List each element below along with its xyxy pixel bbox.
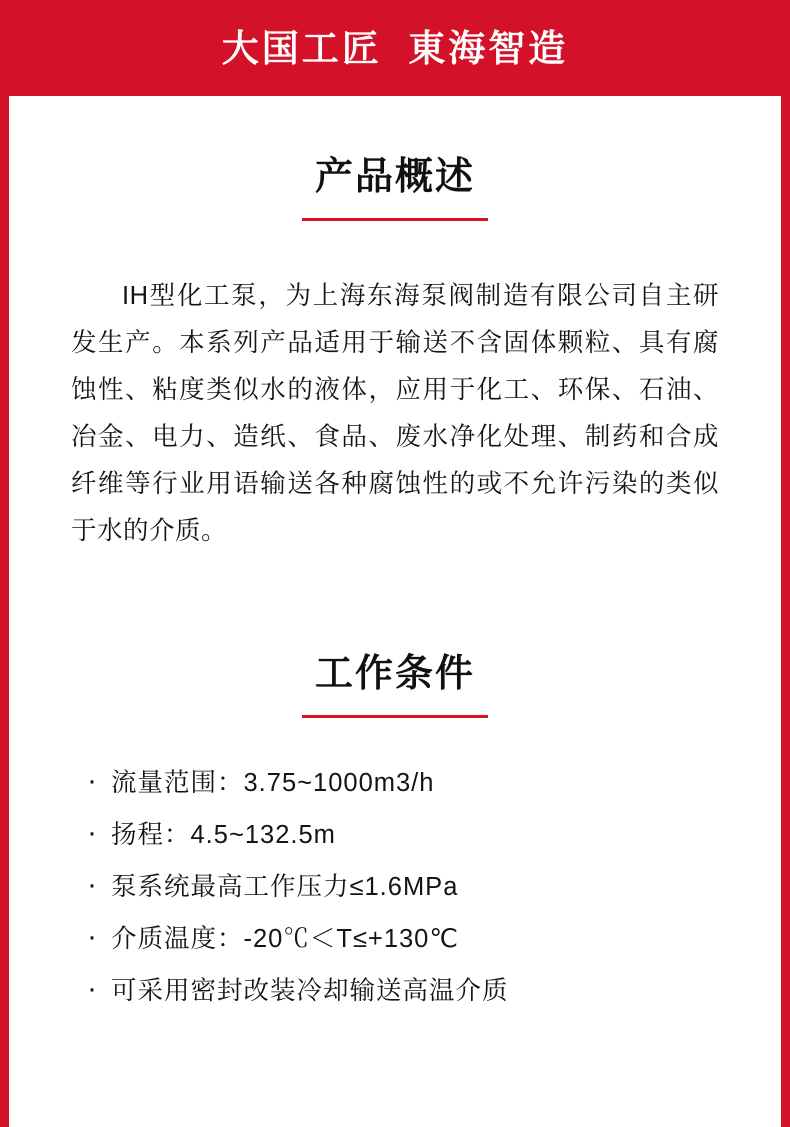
list-item: · 可采用密封改装冷却输送高温介质 bbox=[85, 974, 719, 1008]
working-conditions-section bbox=[71, 655, 719, 1008]
heading-underline bbox=[302, 715, 488, 718]
working-conditions-list bbox=[71, 766, 719, 1008]
header-banner bbox=[9, 0, 781, 96]
list-item: · 介质温度：-20℃＜T≤+130℃ bbox=[85, 922, 719, 956]
list-item: · 泵系统最高工作压力≤1.6MPa bbox=[85, 870, 719, 904]
product-overview-section bbox=[71, 158, 719, 555]
banner-title: 大国工匠 東海智造 bbox=[221, 27, 569, 69]
list-item: · 流量范围：3.75~1000m3/h bbox=[85, 766, 719, 800]
page-content bbox=[9, 96, 781, 1127]
product-overview-heading: 产品概述 bbox=[314, 156, 475, 198]
heading-underline bbox=[302, 218, 488, 221]
product-overview-paragraph: IH型化工泵，为上海东海泵阀制造有限公司自主研发生产。本系列产品适用于输送不含固体颗粒、具有腐蚀性、粘度类似水的液体，应用于化工、环保、石油、冶金、电力、造纸、食品、废水净化处理、制药和合成纤维等行业用语输送各种腐蚀性的或不允许污染的类似于水的介质。 bbox=[71, 282, 719, 545]
working-conditions-heading: 工作条件 bbox=[314, 653, 475, 695]
list-item: · 扬程：4.5~132.5m bbox=[85, 818, 719, 852]
